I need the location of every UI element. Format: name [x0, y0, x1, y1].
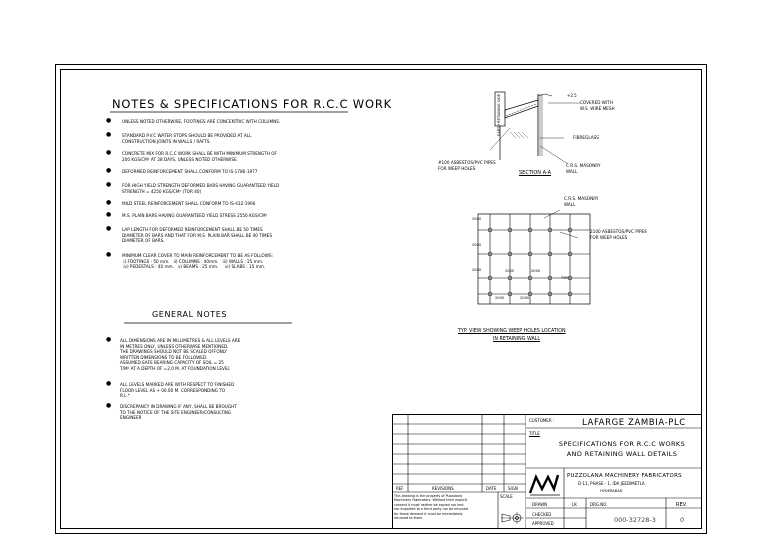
bullet: ● [106, 380, 112, 387]
notes-heading-underline [110, 111, 350, 115]
note-item: STANDARD P.V.C WATER STOPS SHOULD BE PROVIDED AT ALL CONSTRUCTION JOINTS IN WALLS / RAFTS. [122, 133, 252, 144]
revision-number: 0 [680, 516, 685, 524]
view-caption-line2: IN RETAINING WALL [493, 337, 541, 342]
disclaimer: This drawing is the property of Puzzolana Machinery Fabricators. Without their explicit consent it must neither be copied nor lent nor imparted to a third party nor be misused for those demand it must be immediately returned to them. [394, 494, 468, 521]
typ-label: TYP. [561, 276, 569, 280]
level-label: +2.5 [567, 93, 577, 98]
dim-label: 2000 [531, 269, 541, 273]
rev-col-date: DATE [486, 486, 497, 491]
bullet: ● [106, 211, 112, 218]
company-address: D-11, PHASE - 1, IDA JEEDIMETLA [578, 481, 645, 486]
bullet: ● [106, 402, 112, 409]
rev-label: REV. [676, 502, 687, 508]
bullet: ● [106, 131, 112, 138]
drawn-label: DRAWN [532, 502, 548, 507]
title-label: TITLE [529, 431, 540, 436]
dim-label: 2000 [495, 296, 505, 300]
approved-label: APPROVED [532, 521, 554, 526]
note-item: LAP LENGTH FOR DEFORMED REINFORCEMENT SHALL BE 50 TIMES DIAMETER OF BARS AND THAT FOR M.S. PLAIN BAR SHALL BE 40 TIMES DIAMETER OF BARS. [122, 227, 272, 244]
notes-heading: NOTES & SPECIFICATIONS FOR R.C.C WORK [112, 97, 392, 111]
title-line-2: AND RETAINING WALL DETAILS [566, 450, 678, 458]
dim-label: 2000 [472, 243, 482, 247]
pipes-left-label: #100 ASBESTOS/PVC PIPES FOR WEEP HOLES [438, 160, 496, 171]
section-vertical-label: EARTH RETAINING SIDE [497, 94, 501, 136]
company-city: HYDERABAD [600, 489, 623, 493]
title-line-1: SPECIFICATIONS FOR R.C.C WORKS [558, 440, 686, 448]
section-caption: SECTION A-A [519, 170, 552, 176]
customer-name: LAFARGE ZAMBIA-PLC [582, 418, 686, 428]
dim-label: 2000 [472, 217, 482, 221]
covered-label: COVERED WITH W.S. WIRE MESH [580, 100, 615, 111]
general-note-item: DISCREPANCY IN DRAWING IF ANY, SHALL BE BROUGHT TO THE NOTICE OF THE SITE ENGINEER/CONSULTING ENGINEER [120, 404, 237, 421]
note-item: CONCRETE MIX FOR R.C.C WORK SHALL BE WITH MINIMUM STRENGTH OF 200 KGS/CM² AT 28 DAYS, UNLESS NOTED OTHERWISE. [122, 151, 277, 162]
projection-symbol-icon [501, 511, 525, 525]
pipes-label: 2100 ASBESTOS/PVC PIPES FOR WEEP HOLES [590, 229, 647, 240]
note-item: DEFORMED REINFORCEMENT SHALL CONFORM TO IS-1786-1977 [122, 169, 258, 174]
masonry-label: C.R.S. MASONRY WALL [566, 163, 601, 174]
drawn-by: LK [572, 502, 577, 507]
pipe-right-label: FIBREGLASS [573, 135, 599, 140]
note-item: FOR HIGH YIELD STRENGTH DEFORMED BARS HAVING GUARANTEED YIELD STRENGTH = 4250 KGS/CM² (TOR 40) [122, 183, 280, 194]
note-item: UNLESS NOTED OTHERWISE, FOOTINGS ARE CONCENTRIC WITH COLUMNS. [122, 119, 281, 124]
general-note-item: ALL LEVELS MARKED ARE WITH RESPECT TO FINISHED FLOOR LEVEL AS + 00.00 M. CORRESPONDING TO R.L * [120, 382, 235, 399]
title-block [392, 414, 702, 529]
dim-label: 2000 [505, 269, 515, 273]
note-item: M.S. PLAIN BARS HAVING GUARANTEED YIELD STRESS 2550 KGS/CM² [122, 213, 268, 218]
view-caption-line1: TYP. VIEW SHOWING WEEP HOLES LOCATION [458, 329, 566, 334]
general-notes-heading: GENERAL NOTES [152, 310, 228, 319]
bullet: ● [106, 336, 112, 343]
rev-col-sign: SIGN [508, 486, 518, 491]
weep-holes-grid-drawing [460, 210, 610, 310]
general-note-item: ALL DIMENSIONS ARE IN MILLIMETRES & ALL LEVELS ARE IN METRES ONLY, UNLESS OTHERWISE MENTIONED. THE DRAWINGS SHOULD NOT BE SCALED OFFONLY WRITTEN DIMENSIONS TO BE FOLLOWED. ASSUMED SAFE BEARING CAPACITY OF SOIL = 25 T/M² AT A DEPTH OF =2.0 M. AT FOUNDATION LEVEL [120, 338, 241, 371]
company-logo-icon [528, 471, 562, 497]
drawing-number: 000-32728-3 [614, 516, 656, 524]
bullet: ● [106, 181, 112, 188]
note-item: MILD STEEL REINFORCEMENT SHALL CONFORM TO IS-432-1966 [122, 201, 256, 206]
general-notes-underline [124, 322, 294, 326]
scale-label: SCALE [500, 494, 513, 499]
company-name: PUZZOLANA MACHINERY FABRICATORS [567, 473, 682, 479]
bullet: ● [106, 251, 112, 258]
bullet: ● [106, 199, 112, 206]
dim-label: 2000 [472, 268, 482, 272]
rev-col-ref: REF [396, 486, 404, 491]
bullet: ● [106, 167, 112, 174]
customer-label: CUSTOMER : [529, 418, 555, 423]
bullet: ● [106, 225, 112, 232]
bullet: ● [106, 117, 112, 124]
bullet: ● [106, 149, 112, 156]
rev-col-revisions: REVISIONS [432, 486, 454, 491]
note-item: MINIMUM CLEAR COVER TO MAIN REINFORCEMENT TO BE AS FOLLOWS: i) FOOTINGS : 50 mm. ii) COLUMNS : 40mm. iii) WALLS : 25 mm. iv) PEDESTALS : 40 mm. v) BEAMS : 25 mm. vi) SLABS : 15 mm. [122, 253, 273, 270]
drg-no-label: DRG.NO. [590, 502, 608, 507]
checked-label: CHECKED [532, 512, 552, 517]
dim-label: 2000 [520, 296, 530, 300]
crs-label: C.R.S. MASONRY WALL [564, 196, 599, 207]
